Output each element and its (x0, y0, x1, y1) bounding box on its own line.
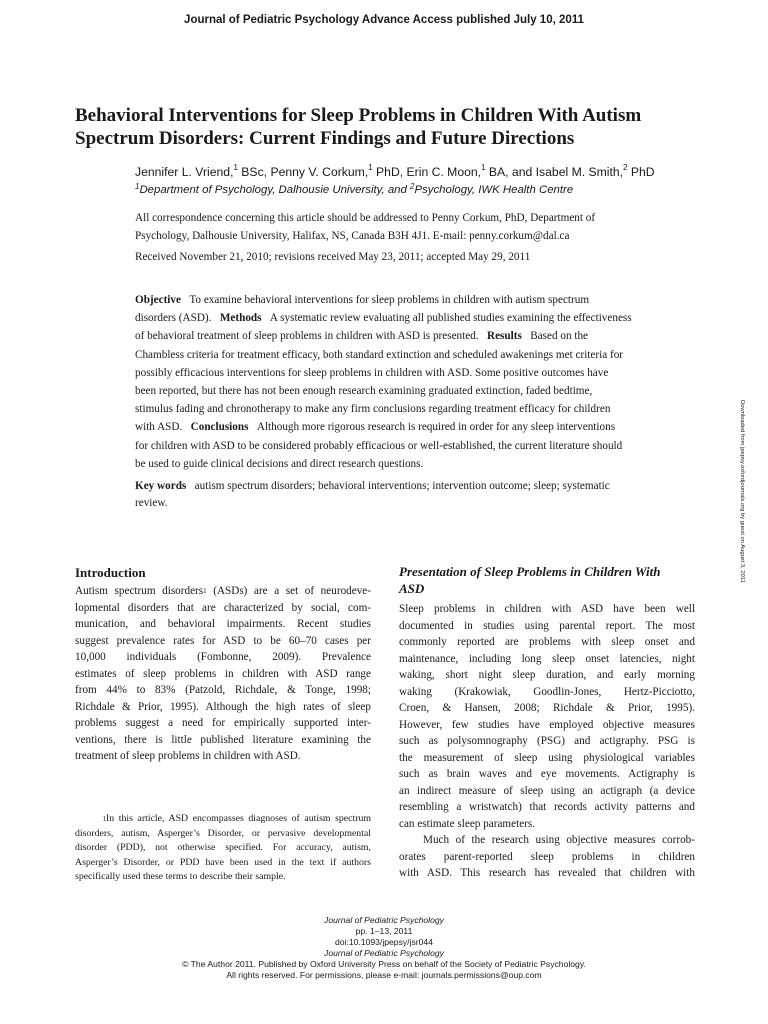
body-line: resembling a wristwatch) that records activity patterns and (399, 801, 695, 813)
author-degree: BSc, (237, 165, 271, 179)
body-line: treatment of sleep problems in children with ASD. (75, 750, 301, 762)
body-line: from 44% to 83% (Patzold, Richdale, & Tonge, 1998; (75, 684, 371, 696)
abstract-line: Objective To examine behavioral interventions for sleep problems in children with autism spectrum (135, 294, 590, 306)
keywords-text: review. (135, 496, 168, 509)
body-line: the measurement of sleep using physiological variables (399, 751, 695, 764)
abstract-line: disorders (ASD). Methods A systematic review evaluating all published studies examining the effectiveness (135, 312, 632, 325)
abstract-line: of behavioral treatment of sleep problems in children with ASD is presented. Results Based on the (135, 330, 589, 343)
abstract-line: be used to guide clinical decisions and direct research questions. (135, 457, 424, 470)
abstract-line: for children with ASD to be considered probably efficacious or well-established, the current literature should (135, 439, 623, 452)
affiliation-marker: 1 (481, 163, 486, 172)
results-label: Results (487, 330, 522, 343)
author-degree: BA, and (485, 165, 536, 179)
body-line: Much of the research using objective measures corrob- (423, 834, 695, 846)
correspondence-line: Psychology, Dalhousie University, Halifax, NS, Canada B3H 4J1. E-mail: penny.corkum@dal.ca (135, 229, 570, 242)
affiliation-marker: 2 (623, 163, 628, 172)
author-name: Erin C. Moon, (406, 165, 482, 179)
abstract (135, 291, 695, 473)
download-watermark: Downloaded from jpepsy.oxfordjournals.org by guest on August 3, 2011 (739, 400, 745, 583)
body-line: However, few studies have employed objective measures (399, 718, 695, 731)
body-line: such as polysomnography (PSG) and actigraphy. PSG is (399, 735, 695, 747)
page-footer (0, 915, 768, 981)
journal-header: Journal of Pediatric Psychology Advance Access published July 10, 2011 (184, 14, 584, 26)
keywords-text: autism spectrum disorders; behavioral interventions; intervention outcome; sleep; systematic (194, 480, 610, 492)
author-name: Penny V. Corkum, (270, 165, 369, 179)
footer-line: Journal of Pediatric Psychology © The Author 2011. Published by Oxford University Press on behalf of the Society of Pediatric Psychology. (182, 948, 586, 969)
methods-label: Methods (219, 312, 262, 325)
body-line: waking (Krakowiak, Goodlin-Jones, Hertz-Picciotto, (399, 685, 695, 698)
body-line: 10,000 individuals (Fombonne, 2009). Prevalence (75, 651, 371, 663)
affiliation-marker: 2 (410, 182, 415, 191)
introduction-body (75, 583, 371, 765)
author-degree: PhD, (372, 165, 407, 179)
abstract-line: been reported, but there has not been enough research examining graduated extinction, faded bedtime, (135, 385, 593, 398)
affiliation-marker: 1 (368, 163, 373, 172)
footnote (75, 812, 371, 885)
body-line: waking, short night sleep duration, and early morning (399, 669, 695, 681)
body-line: can estimate sleep parameters. (399, 817, 536, 830)
footer-line: Journal of Pediatric Psychology pp. 1–13, 2011 (324, 915, 444, 936)
affiliation-text: Department of Psychology, Dalhousie University, and (139, 184, 411, 196)
footnote-marker: 1 (102, 815, 107, 823)
title-line: Behavioral Interventions for Sleep Problems in Children With Autism (75, 105, 642, 126)
heading-line: ASD (399, 581, 425, 596)
body-line: ventions, there is little published literature examining the (75, 733, 371, 746)
body-line: with ASD. This research has revealed that children with (399, 867, 695, 879)
title-line: Spectrum Disorders: Current Findings and Future Directions (75, 128, 575, 149)
body-line: problems suggest a need for empirically supported inter- (75, 717, 371, 729)
body-line: commonly reported are problems with sleep onset and (399, 636, 695, 648)
body-line: munication, and behavioral impairments. Recent studies (75, 618, 371, 630)
footnote-line: disorders, autism, Asperger’s Disorder, or pervasive developmental (75, 827, 371, 839)
body-line: documented in studies using parental report. The most (399, 619, 695, 632)
article-title (75, 104, 715, 150)
footnote-marker: 1 (203, 587, 207, 595)
affiliation-marker: 1 (135, 182, 140, 191)
body-line: orates parent-reported sleep problems in children (399, 850, 695, 863)
body-line: lopmental disorders that are characterized by social, com- (75, 601, 371, 614)
conclusions-label: Conclusions (190, 421, 249, 434)
affiliation-marker: 1 (233, 163, 238, 172)
footnote-line: disorder (PDD), not otherwise specified. For accuracy, autism, (75, 842, 371, 854)
footnote-line: $^1$In this article, ASD encompasses diagnoses of autism spectrum (102, 813, 371, 824)
body-line: Richdale & Prior, 1995). Although the high rates of sleep (75, 700, 371, 713)
objective-label: Objective (135, 294, 181, 306)
keywords (135, 478, 695, 511)
abstract-line: possibly efficacious interventions for sleep problems in children with ASD. Some positive outcomes have (135, 366, 609, 379)
footer-doi: doi:10.1093/jpepsy/jsr044 (335, 937, 433, 947)
presentation-body (399, 601, 695, 882)
body-line: such as brain waves and eye movements. Actigraphy is (399, 768, 695, 780)
correspondence-line: All correspondence concerning this article should be addressed to Penny Corkum, PhD, Department of (135, 212, 596, 224)
heading-line: Presentation of Sleep Problems in Children With (399, 564, 661, 579)
affiliation-text: Psychology, IWK Health Centre (414, 184, 574, 196)
body-line: maintenance, including long sleep onset latencies, night (399, 652, 695, 665)
body-line: estimates of sleep problems in children with ASD range (75, 667, 371, 680)
body-line: suggest prevalence rates for ASD to be 60–70 cases per (75, 634, 371, 647)
author-name: Isabel M. Smith, (535, 165, 624, 179)
author-list (135, 165, 655, 179)
footnote-line: specifically used these terms to describe their sample. (75, 871, 286, 883)
body-line: Autism spectrum disorders$^1$ (ASDs) are a set of neurodeve- (75, 585, 372, 597)
abstract-line: Chambless criteria for treatment efficacy, both standard extinction and scheduled awakenings met criteria for (135, 348, 624, 361)
correspondence-note (135, 210, 705, 245)
footer-line: All rights reserved. For permissions, please e-mail: journals.permissions@oup.com (226, 970, 542, 980)
abstract-line: stimulus fading and chronotherapy to make any firm conclusions regarding treatment efficacy for children (135, 403, 611, 416)
section-heading-introduction: Introduction (75, 565, 146, 580)
footnote-line: Asperger’s Disorder, or PDD have been used in the text if authors (75, 856, 371, 868)
body-line: an indirect measure of sleep using an actigraph (a device (399, 784, 695, 797)
author-degree: PhD (627, 165, 655, 179)
received-dates: Received November 21, 2010; revisions received May 23, 2011; accepted May 29, 2011 (135, 251, 531, 263)
section-heading-presentation (399, 563, 695, 597)
author-name: Jennifer L. Vriend, (135, 165, 234, 179)
affiliations (135, 184, 573, 196)
body-line: Sleep problems in children with ASD have been well (399, 603, 695, 615)
keywords-label: Key words (135, 480, 187, 492)
body-line: Croen, & Hansen, 2008; Richdale & Prior, 1995). (399, 702, 695, 714)
abstract-line: with ASD. Conclusions Although more rigorous research is required in order for any sleep interventions (135, 421, 616, 434)
